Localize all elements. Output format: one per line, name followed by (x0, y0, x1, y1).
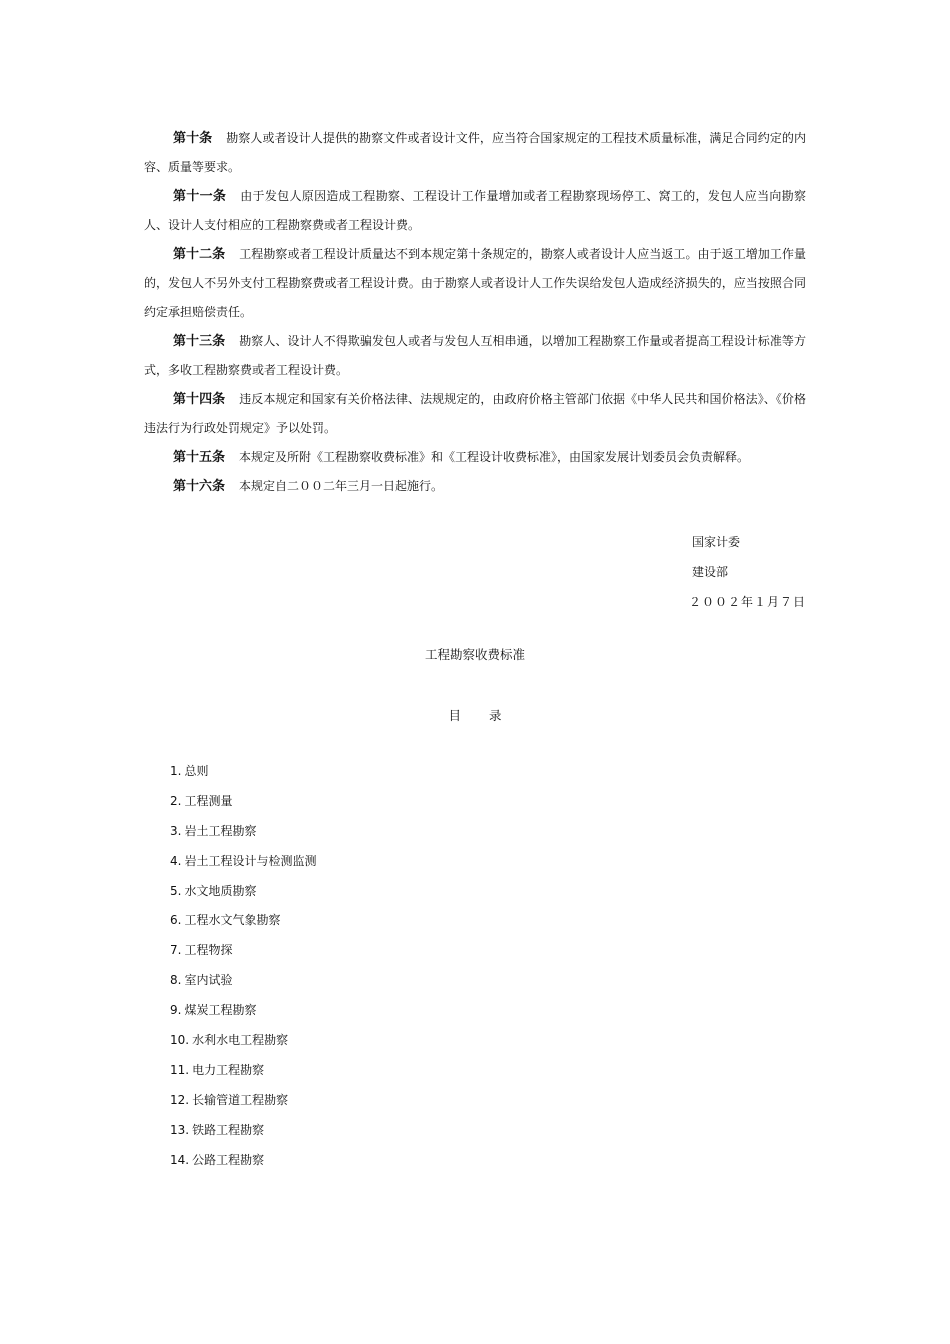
toc-number: 3. (170, 823, 182, 838)
toc-number: 13. (170, 1122, 190, 1137)
document-title: 工程勘察收费标准 (424, 647, 525, 662)
article-text: 勘察人、设计人不得欺骗发包人或者与发包人互相串通，以增加工程勘察工作量或者提高工程设计标准等方式，多收工程勘察费或者工程设计费。 (144, 334, 806, 377)
signing-date: ２００２年１月７日 (688, 595, 806, 609)
toc-item (170, 1146, 316, 1176)
article-text: 勘察人或者设计人提供的勘察文件或者设计文件，应当符合国家规定的工程技术质量标准，满足合同约定的内容、质量等要求。 (144, 131, 806, 174)
article-title: 第十二条 (173, 247, 226, 262)
toc-item (170, 847, 316, 877)
toc-number: 9. (170, 1003, 182, 1018)
article-15 (144, 443, 806, 472)
article-list (144, 124, 806, 501)
toc-number: 5. (170, 883, 182, 898)
article-text: 本规定及所附《工程勘察收费标准》和《工程设计收费标准》，由国家发展计划委员会负责解释。 (239, 450, 750, 464)
toc-heading: 目 录 (448, 708, 514, 723)
toc-number: 2. (170, 793, 182, 808)
toc-number: 14. (170, 1152, 190, 1167)
toc-label: 公路工程勘察 (192, 1152, 265, 1167)
toc-label: 工程物探 (184, 943, 233, 958)
toc-label: 工程测量 (184, 793, 233, 808)
article-12 (144, 240, 806, 327)
toc-item (170, 757, 316, 787)
article-16 (144, 472, 806, 501)
toc-item (170, 996, 316, 1026)
table-of-contents (170, 757, 316, 1175)
toc-label: 岩土工程设计与检测监测 (184, 853, 317, 868)
toc-item (170, 1086, 316, 1116)
toc-item (170, 936, 316, 966)
toc-label: 工程水文气象勘察 (184, 913, 281, 928)
toc-item (170, 787, 316, 817)
toc-label: 岩土工程勘察 (184, 823, 257, 838)
signing-org-2: 建设部 (692, 565, 729, 579)
toc-label: 煤炭工程勘察 (184, 1003, 257, 1018)
article-title: 第十五条 (173, 450, 226, 465)
toc-item (170, 1026, 316, 1056)
article-text: 由于发包人原因造成工程勘察、工程设计工作量增加或者工程勘察现场停工、窝工的，发包人应当向勘察人、设计人支付相应的工程勘察费或者工程设计费。 (144, 189, 806, 232)
toc-label: 电力工程勘察 (192, 1062, 265, 1077)
article-10 (144, 124, 806, 182)
toc-item (170, 1116, 316, 1146)
toc-item (170, 1056, 316, 1086)
toc-number: 1. (170, 764, 182, 778)
toc-label: 水文地质勘察 (184, 883, 257, 898)
toc-item (170, 906, 316, 936)
article-title: 第十条 (173, 131, 213, 146)
toc-number: 12. (170, 1092, 190, 1107)
toc-item (170, 966, 316, 996)
toc-item (170, 817, 316, 847)
article-text: 违反本规定和国家有关价格法律、法规规定的，由政府价格主管部门依据《中华人民共和国价格法》、《价格违法行为行政处罚规定》予以处罚。 (144, 392, 806, 435)
article-title: 第十一条 (173, 189, 227, 204)
toc-number: 4. (170, 853, 182, 868)
toc-label: 室内试验 (184, 973, 233, 988)
toc-number: 10. (170, 1033, 190, 1048)
article-text: 本规定自二００二年三月一日起施行。 (239, 479, 444, 493)
toc-number: 8. (170, 973, 182, 988)
signing-org-1: 国家计委 (692, 535, 741, 549)
article-14 (144, 385, 806, 443)
toc-item (170, 877, 316, 907)
toc-number: 7. (170, 943, 182, 958)
toc-label: 总则 (184, 764, 209, 778)
signature-block (606, 527, 806, 617)
article-text: 工程勘察或者工程设计质量达不到本规定第十条规定的，勘察人或者设计人应当返工。由于返工增加工作量的，发包人不另外支付工程勘察费或者工程设计费。由于勘察人或者设计人工作失误给发包人造成经济损失的，应当按照合同约定承担赔偿责任。 (144, 247, 806, 319)
article-13 (144, 327, 806, 385)
article-title: 第十六条 (173, 479, 226, 494)
toc-number: 6. (170, 913, 182, 928)
toc-label: 铁路工程勘察 (192, 1122, 265, 1137)
toc-number: 11. (170, 1062, 190, 1077)
toc-label: 水利水电工程勘察 (192, 1033, 289, 1048)
article-title: 第十四条 (173, 392, 226, 407)
article-title: 第十三条 (173, 334, 226, 349)
toc-label: 长输管道工程勘察 (192, 1092, 289, 1107)
article-11 (144, 182, 806, 240)
